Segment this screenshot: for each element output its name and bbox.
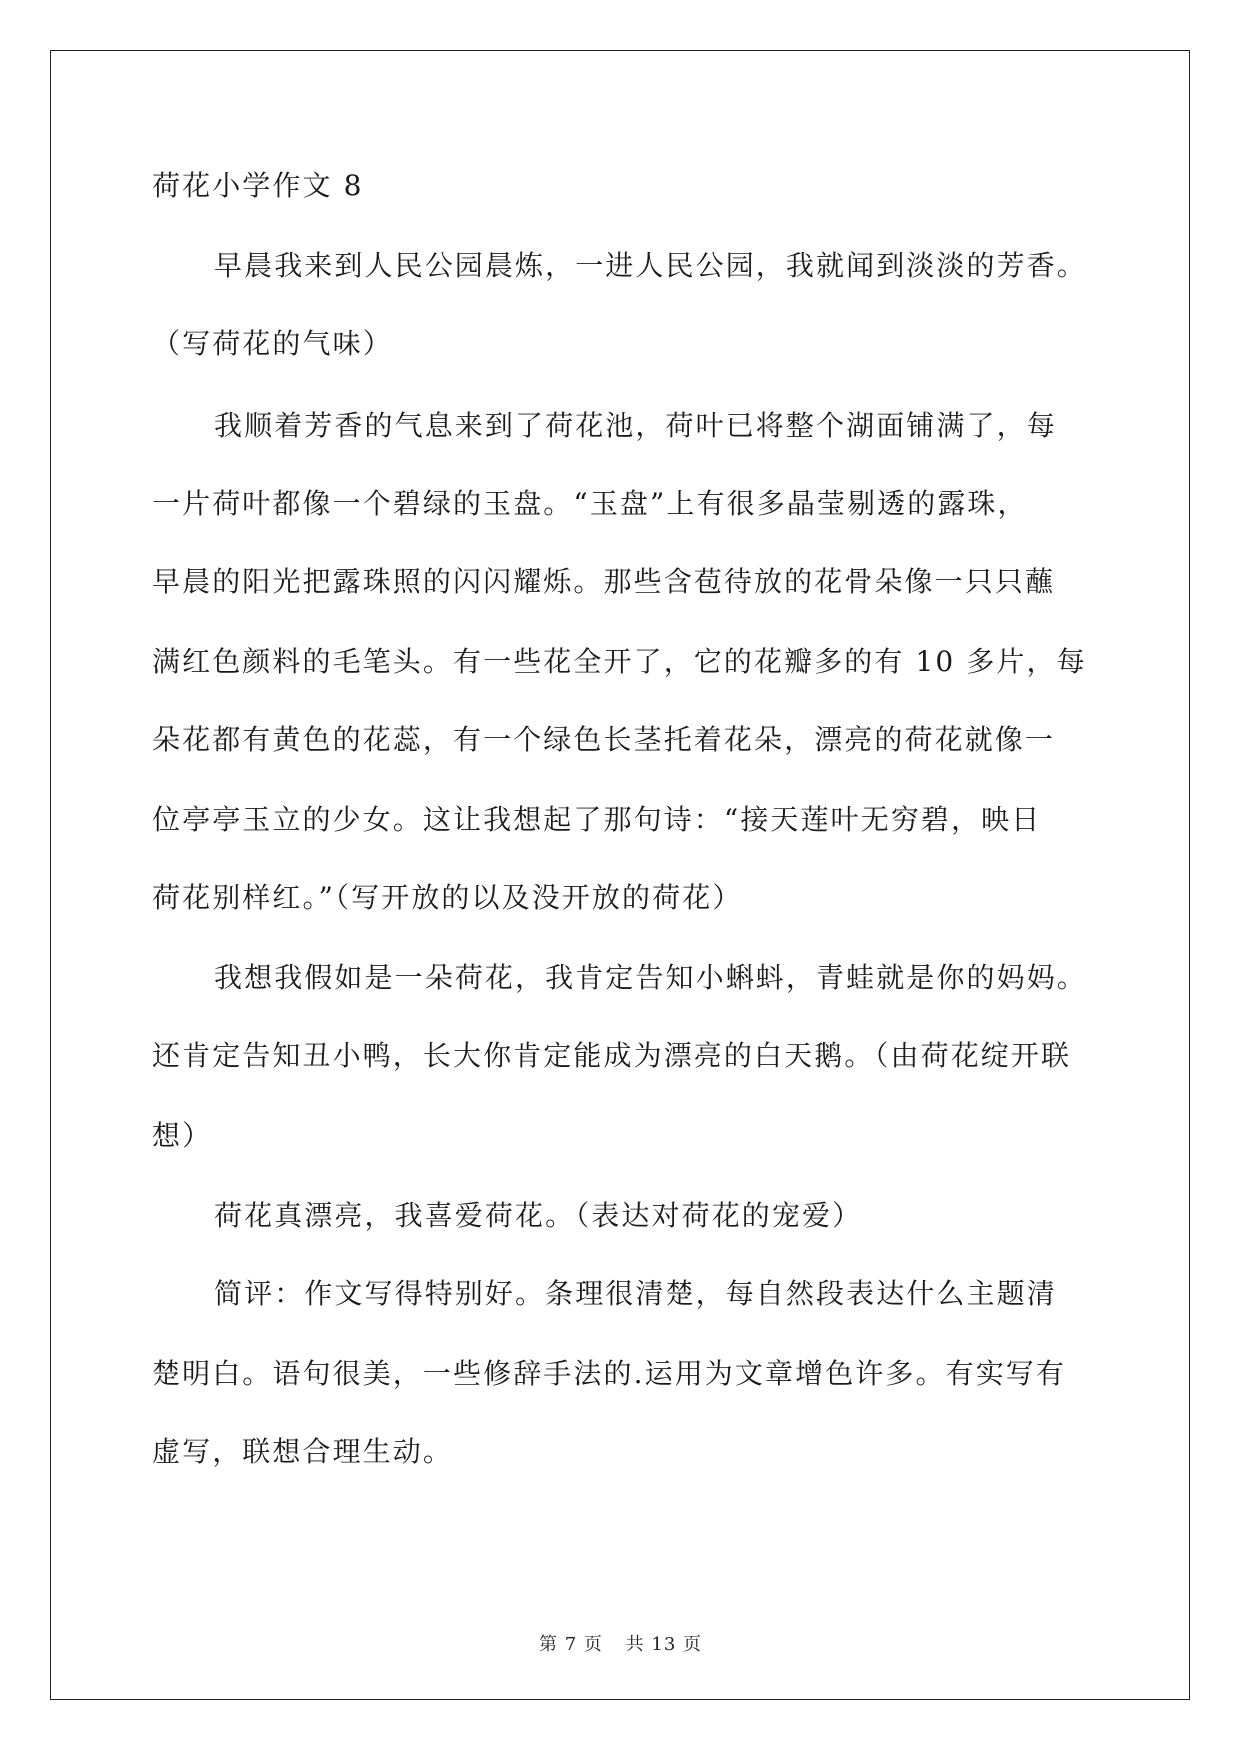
paragraph-line: 早晨我来到人民公园晨炼，一进人民公园，我就闻到淡淡的芳香。 <box>214 249 1087 282</box>
paragraph-line: 位亭亭玉立的少女。这让我想起了那句诗：“接天莲叶无穷碧，映日 <box>152 803 1042 836</box>
page-number-total: 共 13 页 <box>625 1634 702 1655</box>
review-line: 简评：作文写得特别好。条理很清楚，每自然段表达什么主题清 <box>214 1277 1057 1310</box>
page-footer <box>0 1630 1241 1656</box>
paragraph-line: 荷花真漂亮，我喜爱荷花。（表达对荷花的宠爱） <box>214 1199 863 1232</box>
paragraph-line: 想） <box>152 1119 213 1152</box>
paragraph-line: （写荷花的气味） <box>152 327 393 360</box>
page-number-current: 第 7 页 <box>539 1634 603 1655</box>
paragraph-line: 荷花别样红。”（写开放的以及没开放的荷花） <box>152 881 743 914</box>
paragraph-line: 朵花都有黄色的花蕊，有一个绿色长茎托着花朵，漂亮的荷花就像一 <box>152 723 1056 756</box>
paragraph-line: 我想我假如是一朵荷花，我肯定告知小蝌蚪，青蛙就是你的妈妈。 <box>214 961 1087 994</box>
paragraph-line: 还肯定告知丑小鸭，长大你肯定能成为漂亮的白天鹅。（由荷花绽开联 <box>152 1039 1072 1072</box>
paragraph-line: 我顺着芳香的气息来到了荷花池，荷叶已将整个湖面铺满了，每 <box>214 409 1057 442</box>
paragraph-line: 早晨的阳光把露珠照的闪闪耀烁。那些含苞待放的花骨朵像一只只蘸 <box>152 565 1056 598</box>
paragraph-line: 满红色颜料的毛笔头。有一些花全开了，它的花瓣多的有 10 多片，每 <box>152 645 1087 678</box>
review-line: 虚写，联想合理生动。 <box>152 1435 454 1468</box>
paragraph-line: 一片荷叶都像一个碧绿的玉盘。“玉盘”上有很多晶莹剔透的露珠， <box>152 487 1028 520</box>
essay-title: 荷花小学作文 8 <box>152 169 364 202</box>
review-line: 楚明白。语句很美，一些修辞手法的.运用为文章增色许多。有实写有 <box>152 1357 1067 1390</box>
